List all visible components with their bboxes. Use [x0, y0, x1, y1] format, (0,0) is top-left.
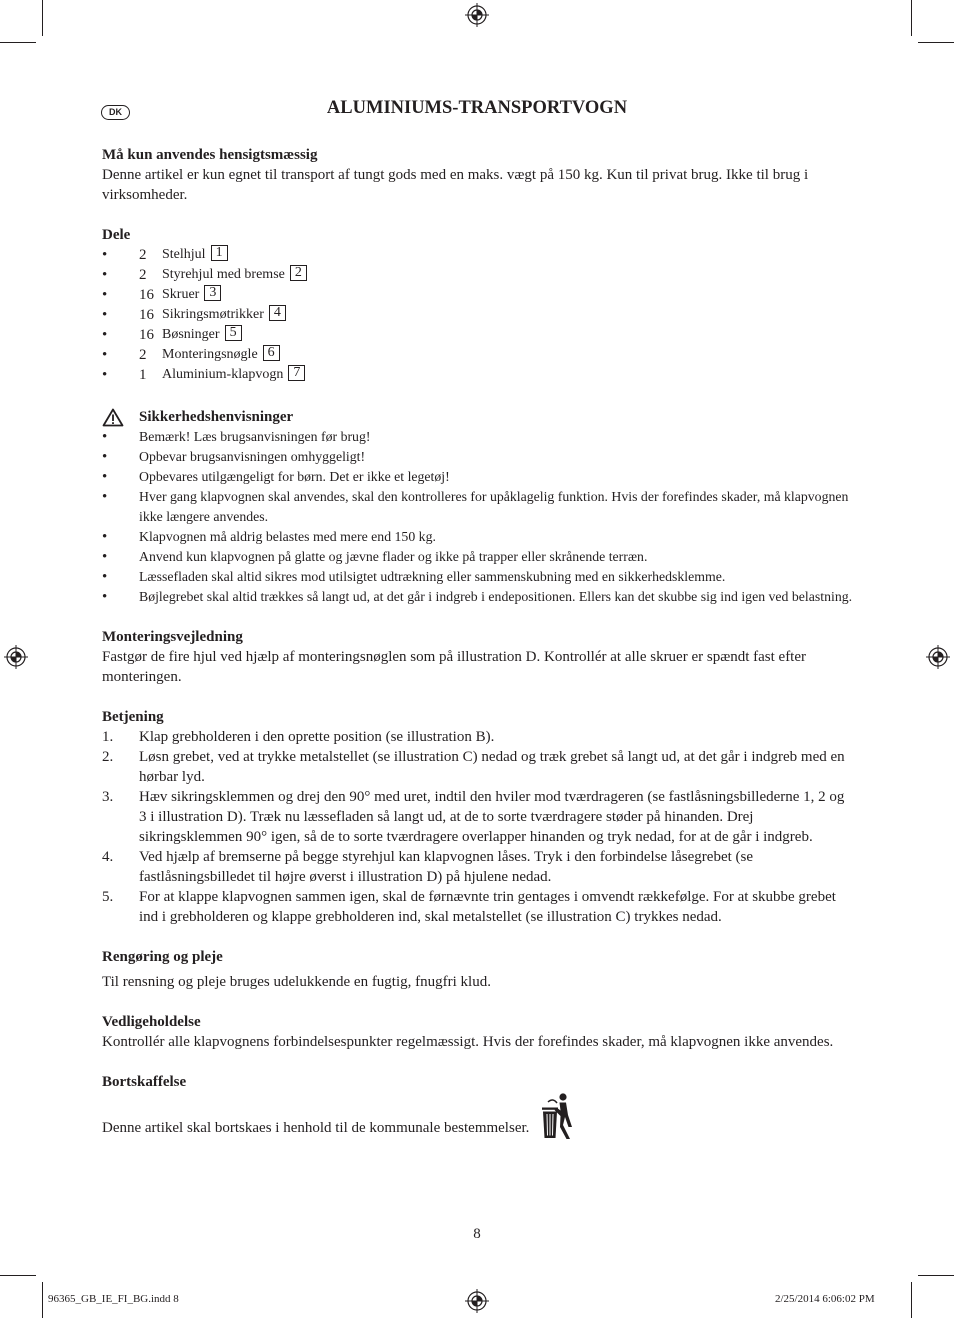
bullet-marker: •: [102, 469, 108, 485]
cleaning-text: Til rensning og pleje bruges udelukkende en fugtig, fnugfri klud.: [102, 974, 491, 990]
part-quantity: 16: [139, 327, 154, 343]
parts-list-item: [102, 245, 854, 265]
part-reference-number: 5: [225, 325, 242, 341]
safety-item-text: Bemærk! Læs brugsanvisningen før brug!: [139, 429, 371, 444]
bullet-marker: •: [102, 429, 108, 445]
section-heading: Vedligeholdelse: [102, 1014, 201, 1030]
document-body: [102, 145, 854, 1138]
language-badge: DK: [101, 105, 130, 120]
part-name: Aluminium-klapvogn: [162, 367, 284, 382]
crop-mark: [918, 42, 954, 43]
crop-mark: [42, 1282, 43, 1318]
part-quantity: 16: [139, 287, 154, 303]
bullet-marker: •: [102, 347, 108, 363]
safety-list-item: [102, 527, 854, 547]
file-slug: 96365_GB_IE_FI_BG.indd 8: [48, 1293, 179, 1305]
parts-list-item: [102, 305, 854, 325]
safety-list-item: [102, 447, 854, 467]
warning-triangle-icon: [102, 408, 139, 427]
part-quantity: 16: [139, 307, 154, 323]
bullet-marker: •: [102, 307, 108, 323]
part-quantity: 1: [139, 367, 147, 383]
intended-use-text: Denne artikel er kun egnet til transport af tungt gods med en maks. vægt på 150 kg. Kun til privat brug. Ikke til brug i virksomheder.: [102, 167, 809, 203]
assembly-section: [102, 627, 854, 687]
safety-list-item: [102, 587, 854, 607]
operation-step: [102, 787, 854, 847]
safety-item-text: Anvend kun klapvognen på glatte og jævne flader og ikke på trapper eller skrånende terræn.: [139, 549, 648, 564]
registration-mark-icon: [465, 1289, 489, 1313]
crop-mark: [0, 42, 36, 43]
assembly-text: Fastgør de fire hjul ved hjælp af monteringsnøglen som på illustration D. Kontrollér at alle skruer er spændt fast efter monteringen.: [102, 649, 807, 685]
parts-section: [102, 225, 854, 385]
bullet-marker: •: [102, 327, 108, 343]
part-quantity: 2: [139, 247, 147, 263]
operation-step: [102, 727, 854, 747]
step-text: For at klappe klapvognen sammen igen, skal de førnævnte trin gentages i omvendt rækkefølge. For at skubbe grebet ind i grebholderen og klappe grebholderen ind, skal metalstellet (se illustration C) trykkes nedad.: [139, 889, 836, 925]
safety-item-text: Opbevares utilgængeligt for børn. Det er ikke et legetøj!: [139, 469, 450, 484]
step-number: 5.: [102, 889, 114, 905]
disposal-section: [102, 1072, 854, 1138]
safety-item-text: Klapvognen må aldrig belastes med mere end 150 kg.: [139, 529, 436, 544]
part-name: Monteringsnøgle: [162, 347, 258, 362]
safety-item-text: Opbevar brugsanvisningen omhyggeligt!: [139, 449, 366, 464]
bullet-marker: •: [102, 489, 108, 505]
part-reference-number: 3: [204, 285, 221, 301]
crop-mark: [918, 1275, 954, 1276]
section-heading: Sikkerhedshenvisninger: [139, 409, 294, 425]
intended-use-section: [102, 145, 854, 205]
page-number: 8: [473, 1226, 481, 1242]
bullet-marker: •: [102, 549, 108, 565]
bullet-marker: •: [102, 367, 108, 383]
section-heading: Rengøring og pleje: [102, 949, 223, 965]
step-number: 3.: [102, 789, 114, 805]
part-quantity: 2: [139, 347, 147, 363]
bullet-marker: •: [102, 449, 108, 465]
section-heading: Bortskaffelse: [102, 1074, 187, 1090]
safety-list-item: [102, 547, 854, 567]
part-name: Skruer: [162, 287, 200, 302]
parts-list: [102, 245, 854, 385]
safety-item-text: Bøjlegrebet skal altid trækkes så langt ud, at det går i indgreb i endepositionen. Ellers kan det skubbe sig ind igen ved belastning.: [139, 589, 853, 604]
part-name: Stelhjul: [162, 247, 206, 262]
part-name: Sikringsmøtrikker: [162, 307, 264, 322]
safety-item-text: Læssefladen skal altid sikres mod utilsigtet udtrækning eller sammenskubning med en sikkerhedsklemme.: [139, 569, 726, 584]
parts-list-item: [102, 285, 854, 305]
step-number: 1.: [102, 729, 114, 745]
step-text: Ved hjælp af bremserne på begge styrehjul kan klapvognen låses. Tryk i den forbindelse låsegrebet (se fastlåsningsbilledet til højre øverst i illustration D) på hjulene nedad.: [139, 849, 754, 885]
bullet-marker: •: [102, 247, 108, 263]
operation-step: [102, 847, 854, 887]
disposal-text: Denne artikel skal bortskaes i henhold til de kommunale bestemmelser.: [102, 1120, 530, 1136]
parts-list-item: [102, 265, 854, 285]
maintenance-section: [102, 1012, 854, 1052]
safety-list-item: [102, 427, 854, 447]
trash-disposal-icon: [537, 1092, 575, 1140]
section-heading: Betjening: [102, 709, 164, 725]
safety-list-item: [102, 567, 854, 587]
registration-mark-icon: [465, 3, 489, 27]
bullet-marker: •: [102, 529, 108, 545]
bullet-marker: •: [102, 589, 108, 605]
part-reference-number: 2: [290, 265, 307, 281]
operation-step: [102, 887, 854, 927]
registration-mark-icon: [926, 645, 950, 669]
operation-section: [102, 707, 854, 927]
safety-item-text: Hver gang klapvognen skal anvendes, skal den kontrolleres for upåklagelig funktion. Hvis der forefindes skader, må klapvognen ikke længere anvendes.: [139, 489, 849, 524]
crop-mark: [911, 0, 912, 36]
parts-list-item: [102, 325, 854, 345]
crop-mark: [42, 0, 43, 36]
step-text: Hæv sikringsklemmen og drej den 90° med uret, indtil den hviler mod tværdrageren (se fastlåsningsbillederne 1, 2 og 3 i illustration D). Træk nu læssefladen så langt ud, at de to sorte tværdragere støder på hinanden. Drej sikringsklemmen 90° igen, så de to sorte tværdragere overlapper hinanden og tryk nedad, for at de går i indgreb.: [139, 789, 845, 845]
step-text: Klap grebholderen i den oprette position (se illustration B).: [139, 729, 495, 745]
step-number: 2.: [102, 749, 114, 765]
step-text: Løsn grebet, ved at trykke metalstellet (se illustration C) nedad og træk grebet så langt ud, at det går i indgreb med en hørbar lyd.: [139, 749, 845, 785]
step-number: 4.: [102, 849, 114, 865]
operation-steps: [102, 727, 854, 927]
crop-mark: [0, 1275, 36, 1276]
parts-list-item: [102, 365, 854, 385]
safety-list-item: [102, 487, 854, 527]
registration-mark-icon: [4, 645, 28, 669]
page-title: ALUMINIUMS-TRANSPORTVOGN: [326, 98, 628, 118]
safety-heading-row: [102, 407, 854, 427]
section-heading: Monteringsvejledning: [102, 629, 243, 645]
part-name: Bøsninger: [162, 327, 220, 342]
bullet-marker: •: [102, 287, 108, 303]
part-reference-number: 1: [211, 245, 228, 261]
part-reference-number: 4: [269, 305, 286, 321]
operation-step: [102, 747, 854, 787]
part-name: Styrehjul med bremse: [162, 267, 285, 282]
safety-list: [102, 427, 854, 607]
maintenance-text: Kontrollér alle klapvognens forbindelsespunkter regelmæssigt. Hvis der forefindes skader, må klapvognen ikke anvendes.: [102, 1034, 834, 1050]
section-heading: Må kun anvendes hensigtsmæssig: [102, 147, 318, 163]
crop-mark: [911, 1282, 912, 1318]
part-reference-number: 7: [288, 365, 305, 381]
section-heading: Dele: [102, 227, 131, 243]
safety-list-item: [102, 467, 854, 487]
bullet-marker: •: [102, 267, 108, 283]
parts-list-item: [102, 345, 854, 365]
print-timestamp: 2/25/2014 6:06:02 PM: [775, 1293, 875, 1305]
safety-section: [102, 407, 854, 607]
part-quantity: 2: [139, 267, 147, 283]
cleaning-section: [102, 947, 854, 992]
part-reference-number: 6: [263, 345, 280, 361]
bullet-marker: •: [102, 569, 108, 585]
